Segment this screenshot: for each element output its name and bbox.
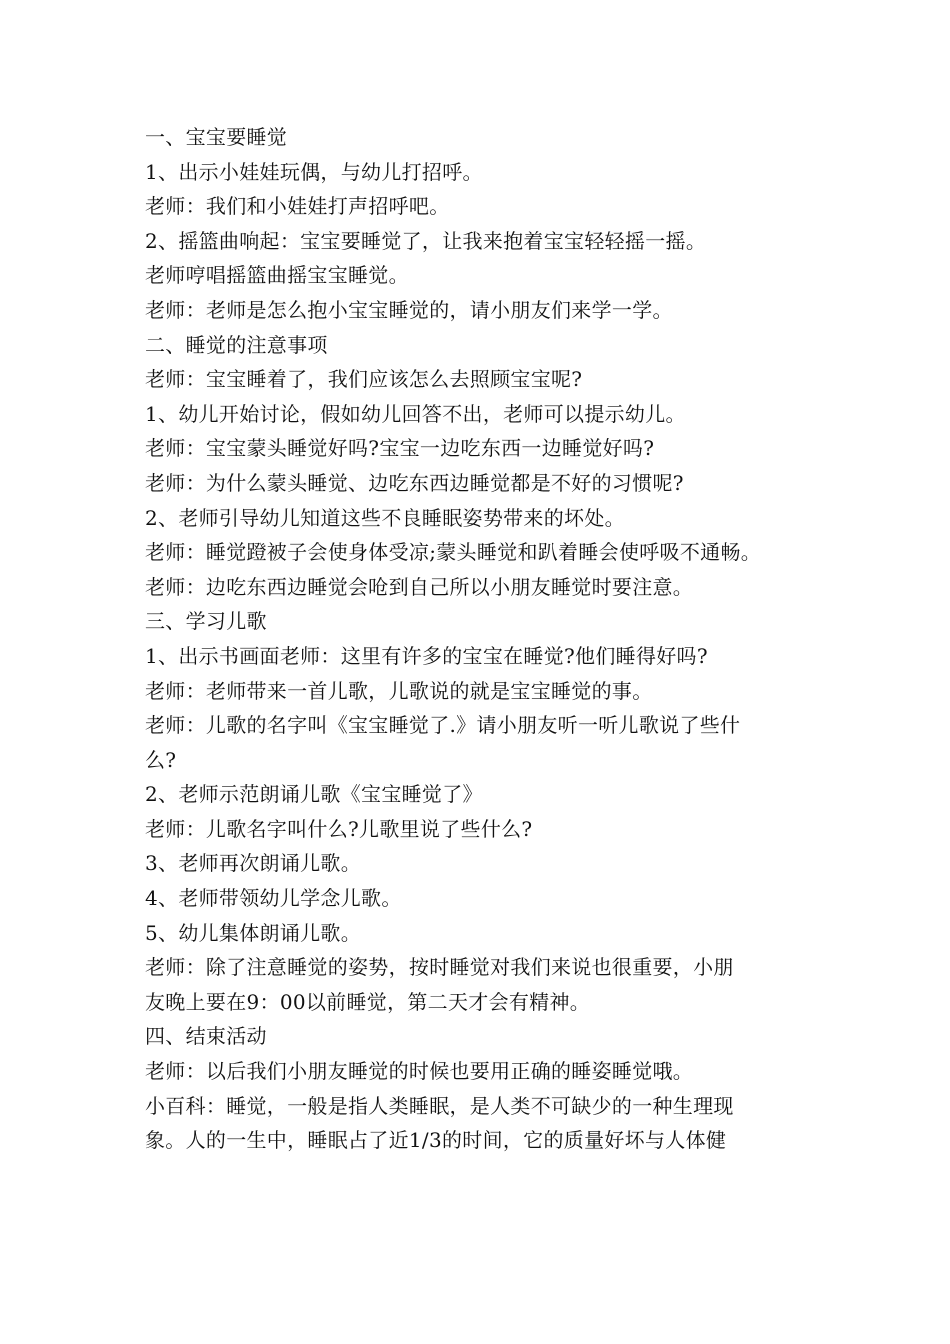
text-line: 老师：老师带来一首儿歌，儿歌说的就是宝宝睡觉的事。 <box>145 678 653 703</box>
text-line: 3、老师再次朗诵儿歌。 <box>145 851 362 876</box>
text-line: 老师：宝宝睡着了，我们应该怎么去照顾宝宝呢? <box>145 367 583 392</box>
text-line: 老师：宝宝蒙头睡觉好吗?宝宝一边吃东西一边睡觉好吗? <box>145 436 655 461</box>
text-line: 老师：除了注意睡觉的姿势，按时睡觉对我们来说也很重要，小朋 <box>145 955 734 980</box>
text-line: 老师：我们和小娃娃打声招呼吧。 <box>145 194 450 219</box>
text-line: 2、摇篮曲响起：宝宝要睡觉了，让我来抱着宝宝轻轻摇一摇。 <box>145 228 707 253</box>
text-line: 象。人的一生中，睡眠占了近1/3的时间，它的质量好坏与人体健 <box>145 1128 727 1153</box>
text-line: 5、幼儿集体朗诵儿歌。 <box>145 920 362 945</box>
text-line: 小百科：睡觉，一般是指人类睡眠，是人类不可缺少的一种生理现 <box>145 1093 734 1118</box>
text-line: 老师：儿歌的名字叫《宝宝睡觉了.》请小朋友听一听儿歌说了些什 <box>145 713 741 738</box>
text-line: 老师：以后我们小朋友睡觉的时候也要用正确的睡姿睡觉哦。 <box>145 1059 694 1084</box>
text-line: 友晚上要在9：00以前睡觉，第二天才会有精神。 <box>145 989 591 1014</box>
text-line: 老师哼唱摇篮曲摇宝宝睡觉。 <box>145 263 409 288</box>
section-heading: 四、结束活动 <box>145 1024 267 1049</box>
text-line: 老师：儿歌名字叫什么?儿歌里说了些什么? <box>145 816 533 841</box>
text-line: 老师：为什么蒙头睡觉、边吃东西边睡觉都是不好的习惯呢? <box>145 470 684 495</box>
section-heading: 三、学习儿歌 <box>145 609 267 634</box>
text-line: 老师：老师是怎么抱小宝宝睡觉的，请小朋友们来学一学。 <box>145 297 673 322</box>
text-line: 1、幼儿开始讨论，假如幼儿回答不出，老师可以提示幼儿。 <box>145 401 686 426</box>
text-line: 老师：边吃东西边睡觉会呛到自己所以小朋友睡觉时要注意。 <box>145 574 694 599</box>
document-body <box>145 120 825 1158</box>
section-heading: 一、宝宝要睡觉 <box>145 125 288 149</box>
section-heading: 二、睡觉的注意事项 <box>145 332 328 357</box>
text-line: 老师：睡觉蹬被子会使身体受凉;蒙头睡觉和趴着睡会使呼吸不通畅。 <box>145 540 762 565</box>
text-line: 1、出示书画面老师：这里有许多的宝宝在睡觉?他们睡得好吗? <box>145 643 708 668</box>
text-line: 2、老师引导幼儿知道这些不良睡眠姿势带来的坏处。 <box>145 505 625 530</box>
text-line: 1、出示小娃娃玩偶，与幼儿打招呼。 <box>145 159 483 184</box>
text-line: 么? <box>145 747 177 772</box>
text-line: 4、老师带领幼儿学念儿歌。 <box>145 886 402 911</box>
text-line: 2、老师示范朗诵儿歌《宝宝睡觉了》 <box>145 782 483 807</box>
